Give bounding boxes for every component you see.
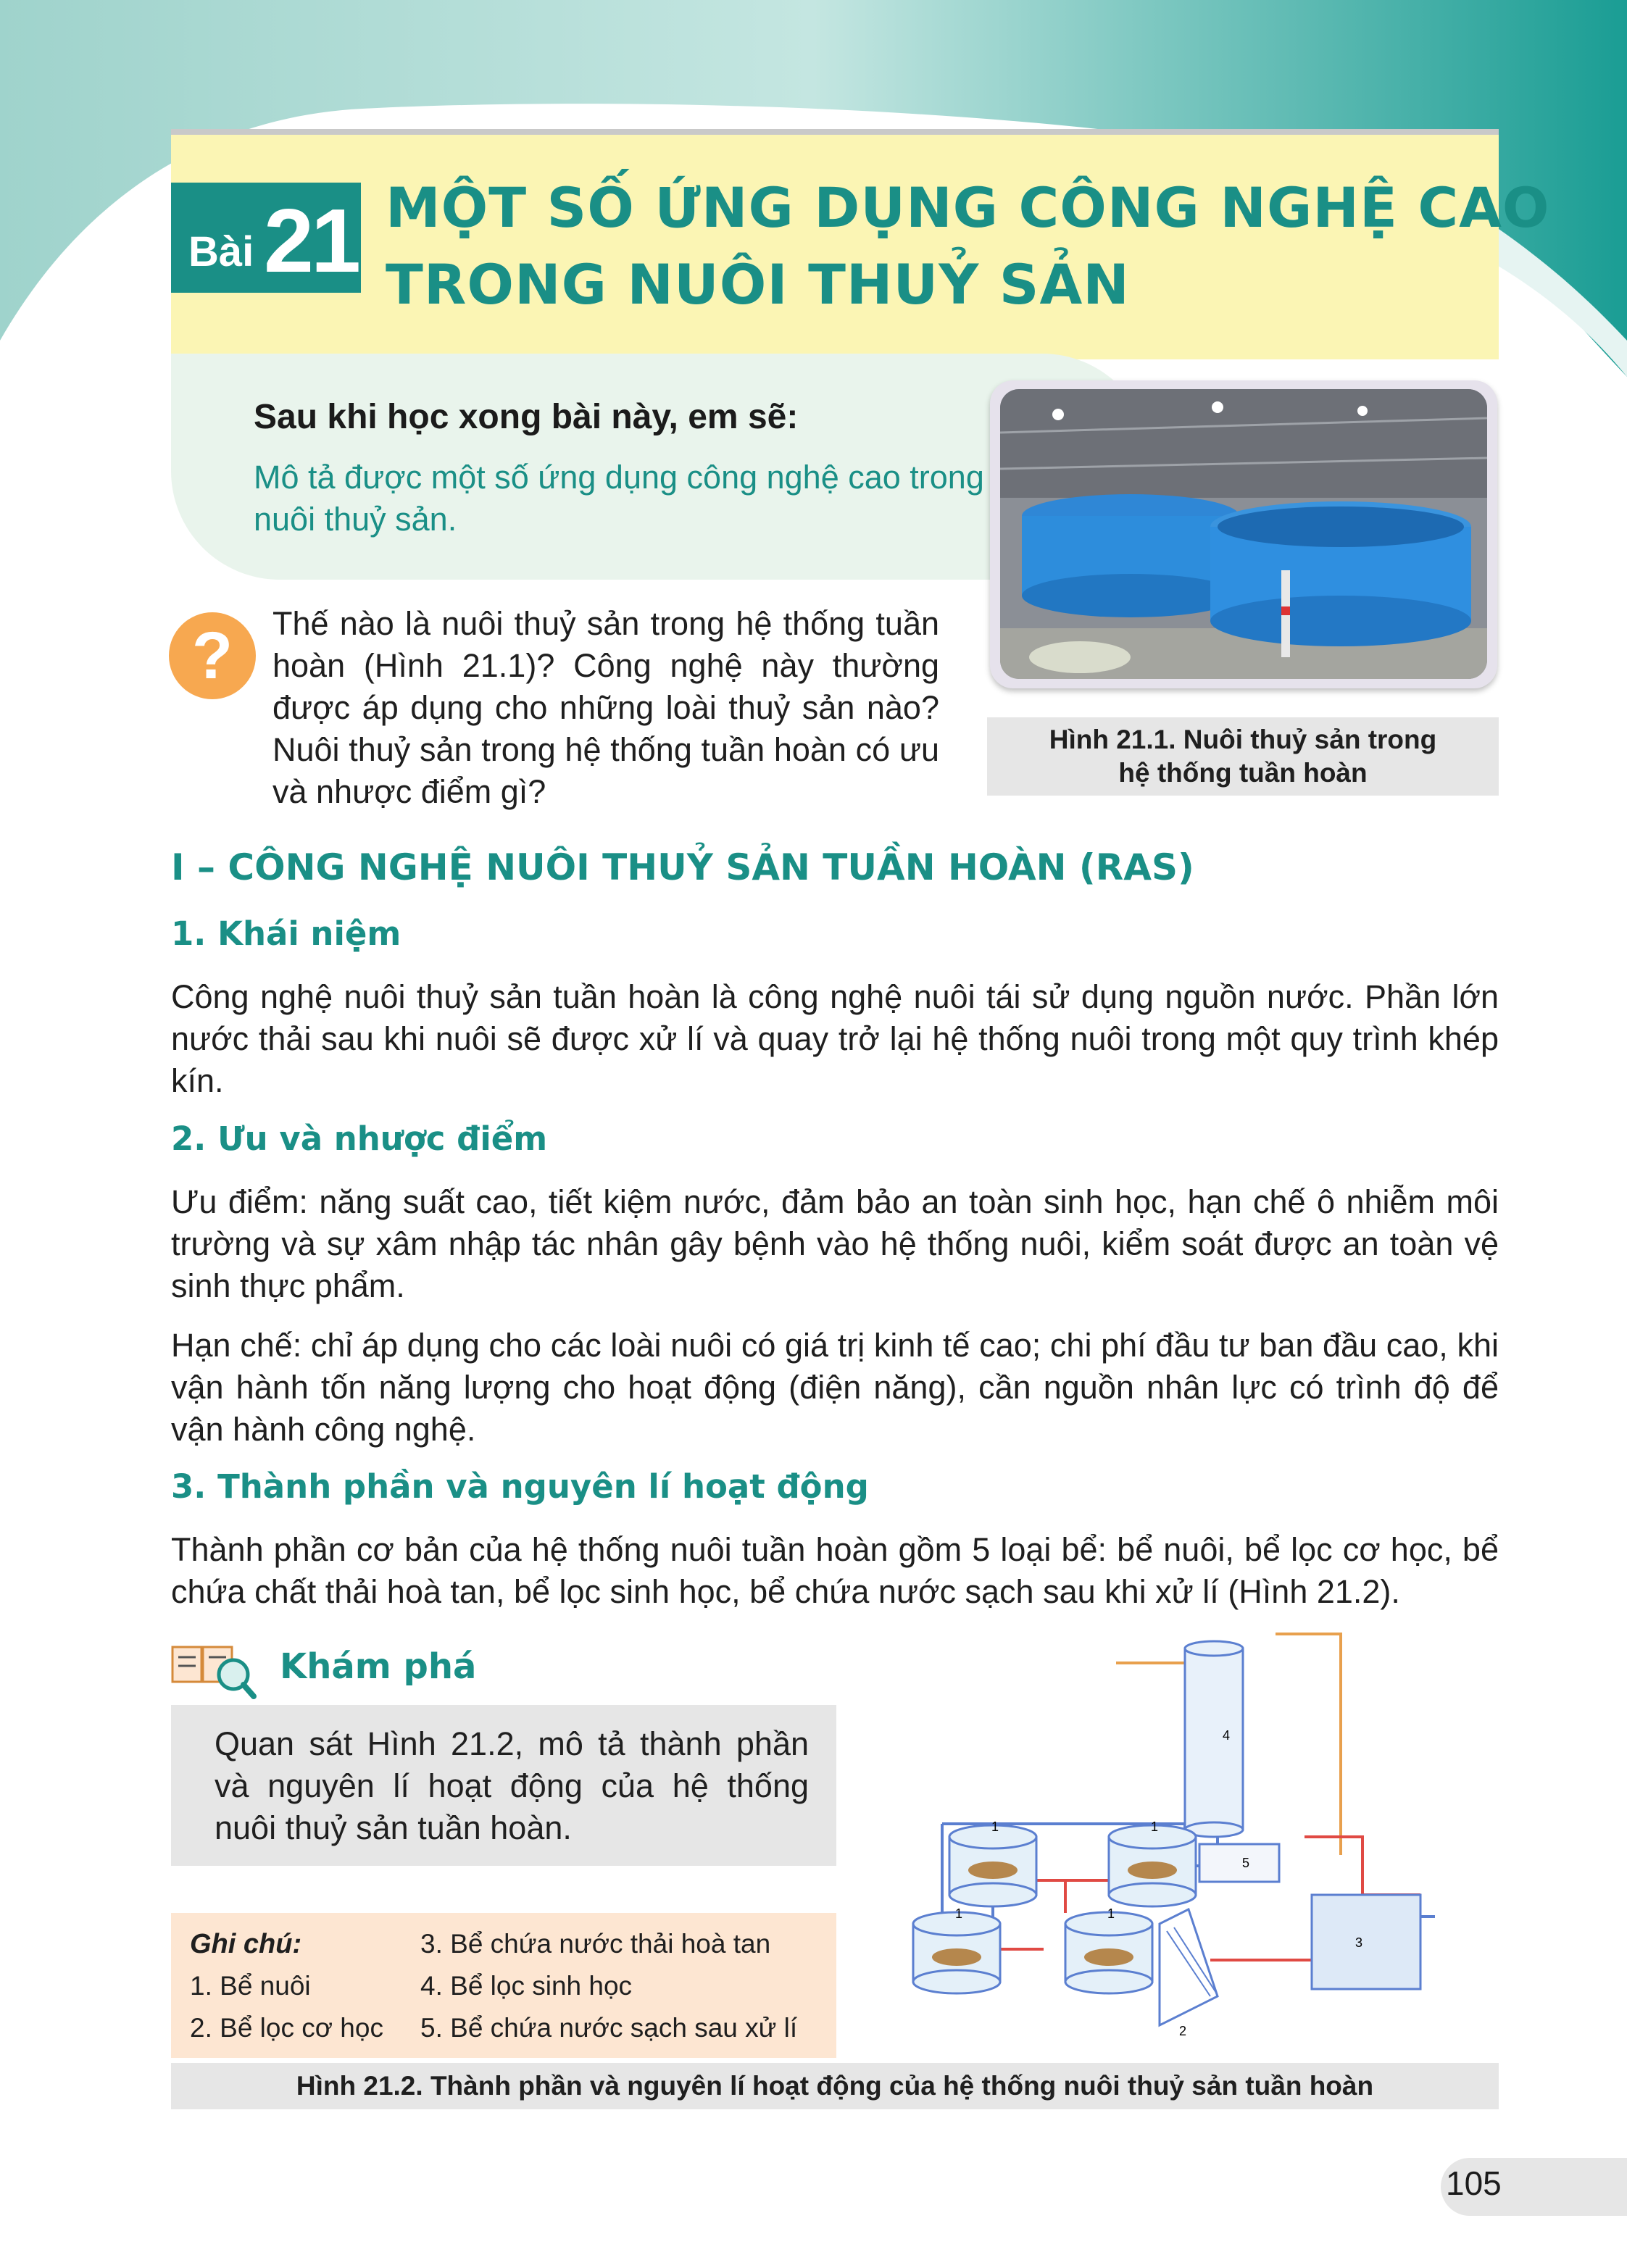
pros-paragraph: Ưu điểm: năng suất cao, tiết kiệm nước, đảm bảo an toàn sinh học, hạn chế ô nhiễm môi trường và sự xâm nhập tác nhân gây bệnh vào hệ thống nuôi, kiểm soát được an toàn vệ sinh thực phẩm. [171,1183,1499,1304]
ras-system-diagram [899,1619,1449,2061]
explore-magnifier-icon [171,1641,257,1699]
opening-question: Thế nào là nuôi thuỷ sản trong hệ thống tuần hoàn (Hình 21.1)? Công nghệ này thường được áp dụng cho những loài thuỷ sản nào? Nuôi thuỷ sản trong hệ thống tuần hoàn có ưu và nhược điểm gì? [272,605,939,810]
cons-paragraph: Hạn chế: chỉ áp dụng cho các loài nuôi có giá trị kinh tế cao; chi phí đầu tư ban đầu cao, khi vận hành tốn năng lượng cho hoạt động (điện năng), cần nguồn nhân lực có trình độ để vận hành công nghệ. [171,1327,1499,1448]
lesson-title-line-2: TRONG NUÔI THUỶ SẢN [386,252,1130,317]
tank-label-5: 5 [1242,1856,1250,1870]
question-mark-icon: ? [169,612,256,699]
lesson-badge [171,183,361,293]
objectives-title: Sau khi học xong bài này, em sẽ: [254,398,799,436]
lesson-word: Bài [188,228,254,275]
tank-label-3: 3 [1355,1935,1363,1950]
tank-label-1a: 1 [991,1819,999,1834]
objectives-text: Mô tả được một số ứng dụng công nghệ cao trong nuôi thuỷ sản. [254,459,984,538]
figure-21-1-photo [990,380,1497,688]
ras-tanks-illustration [1000,389,1487,679]
tank-label-1d: 1 [1107,1906,1115,1921]
lesson-title-line-1: MỘT SỐ ỨNG DỤNG CÔNG NGHỆ CAO [386,175,1550,240]
legend-item-3: 3. Bể chứa nước thải hoà tan [420,1929,771,1959]
concept-paragraph: Công nghệ nuôi thuỷ sản tuần hoàn là công nghệ nuôi tái sử dụng nguồn nước. Phần lớn nước thải sau khi nuôi sẽ được xử lí và quay trở lại hệ thống nuôi trong một quy trình khép kín. [171,978,1499,1099]
page-number: 105 [1446,2164,1502,2202]
components-paragraph: Thành phần cơ bản của hệ thống nuôi tuần hoàn gồm 5 loại bể: bể nuôi, bể lọc cơ học, bể chứa chất thải hoà tan, bể lọc sinh học, bể chứa nước sạch sau khi xử lí (Hình 21.2). [171,1531,1499,1610]
section-heading: I – CÔNG NGHỆ NUÔI THUỶ SẢN TUẦN HOÀN (RAS) [171,846,1194,888]
subheading-pros-cons: 2. Ưu và nhược điểm [171,1120,548,1158]
tank-label-4: 4 [1223,1728,1231,1743]
figure-21-1-caption-line-1: Hình 21.1. Nuôi thuỷ sản trong [1049,725,1437,754]
title-banner [171,129,1499,359]
legend-item-5: 5. Bể chứa nước sạch sau xử lí [420,2013,798,2043]
subheading-concept: 1. Khái niệm [171,914,401,953]
tank-label-1c: 1 [955,1906,963,1921]
subheading-components: 3. Thành phần và nguyên lí hoạt động [171,1467,869,1506]
legend-title: Ghi chú: [190,1929,302,1959]
figure-21-1-caption [987,717,1499,796]
figure-21-2-caption: Hình 21.2. Thành phần và nguyên lí hoạt động của hệ thống nuôi thuỷ sản tuần hoàn [171,2063,1499,2109]
lesson-number: 21 [264,191,358,291]
tank-label-2: 2 [1179,2024,1187,2038]
tank-label-1b: 1 [1151,1819,1159,1834]
legend-item-4: 4. Bể lọc sinh học [420,1971,633,2001]
legend-item-2: 2. Bể lọc cơ học [190,2013,383,2043]
explore-title: Khám phá [280,1646,477,1687]
legend-item-1: 1. Bể nuôi [190,1971,311,2001]
figure-21-1-caption-line-2: hệ thống tuần hoàn [1118,758,1368,788]
explore-text: Quan sát Hình 21.2, mô tả thành phần và nguyên lí hoạt động của hệ thống nuôi thuỷ sản tuần hoàn. [215,1725,809,1846]
